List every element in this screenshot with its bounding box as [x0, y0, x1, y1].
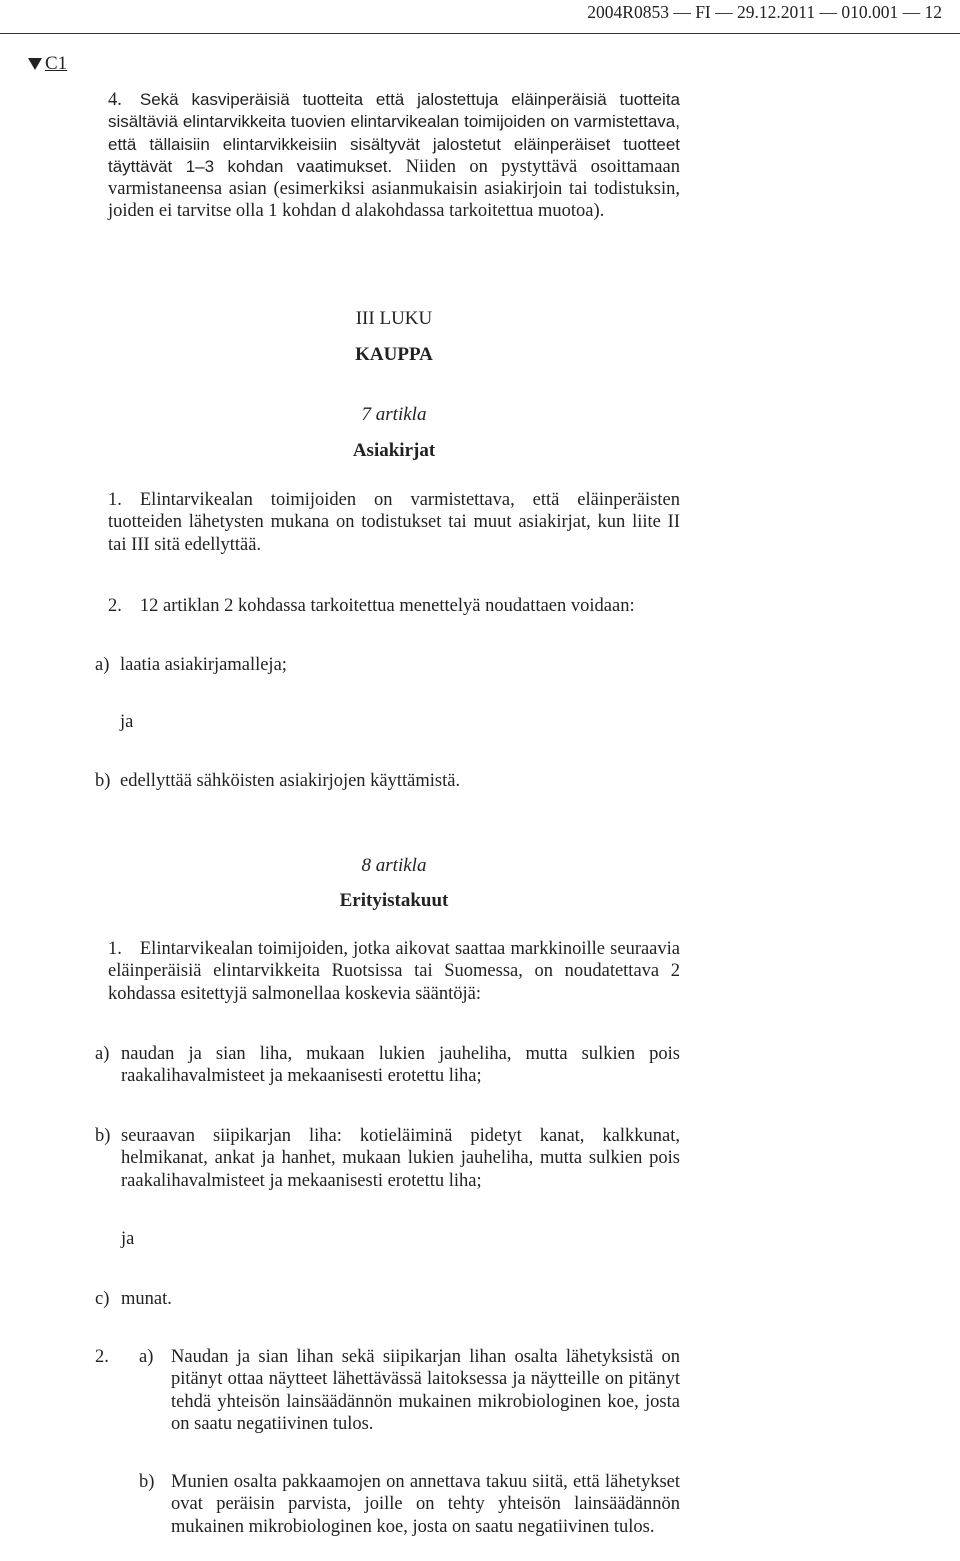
conjunction-ja: ja: [120, 712, 134, 732]
list-item-2a: Naudan ja sian lihan sekä siipikarjan lihan osalta lähetyksistä on pitänyt ottaa näytteet lähettävässä laitoksessa ja näytteille on pitänyt tehdä yhteisön lainsäädännön mukainen mikrobiologinen koe, josta on saatu negatiivinen tulos.: [171, 1347, 680, 1434]
list-item-b: edellyttää sähköisten asiakirjojen käyttämistä.: [120, 771, 461, 791]
paragraph-number: 1.: [108, 939, 122, 959]
item-label-2b: b): [139, 1472, 155, 1492]
header-divider: [0, 33, 960, 34]
chapter-title: KAUPPA: [355, 344, 433, 365]
list-item-c: munat.: [121, 1289, 172, 1309]
paragraph-text: Elintarvikealan toimijoiden, jotka aikovat saattaa markkinoille seuraavia eläinperäisiä elintarvikkeita Ruotsissa tai Suomessa, on noudatettava 2 kohdassa esitettyjä salmonellaa koskevia sääntöjä:: [108, 939, 680, 1004]
paragraph-text: 12 artiklan 2 kohdassa tarkoitettua menettelyä noudattaen voidaan:: [139, 596, 635, 616]
list-item-2b: Munien osalta pakkaamojen on annettava takuu siitä, että lähetykset ovat peräisin parvista, joille on tehty yhteisön lainsäädännön mukainen mikrobiologinen koe, josta on saatu negatiivinen tulos.: [171, 1472, 680, 1537]
paragraph-text: Elintarvikealan toimijoiden on varmistettava, että eläinperäisten tuotteiden lähetysten mukana on todistukset tai muut asiakirjat, kun liite II tai III sitä edellyttää.: [108, 490, 680, 555]
item-label-b: b): [95, 771, 111, 791]
item-label-a: a): [95, 655, 110, 675]
article-7-paragraph-2: [108, 595, 680, 617]
item-label-b: b): [95, 1126, 111, 1146]
paragraph-4: [108, 89, 680, 223]
list-item-a: laatia asiakirjamalleja;: [120, 655, 287, 675]
article-8-title: Erityistakuut: [339, 890, 449, 911]
conjunction-ja: ja: [121, 1229, 135, 1249]
item-label-a: a): [95, 1044, 110, 1064]
paragraph-text-part1: Sekä kasviperäisiä tuotteita että jalostettuja eläinperäisiä tuotteita sisältäviä elintarvikkeita tuovien elintarvikealan toimijoiden on varmistettava, että tällaisiin elintarvikkeisiin sisältyvät jalostetut eläinperäiset tuotteet täyttävät 1–3 kohdan vaatimukset.: [108, 90, 680, 176]
paragraph-number: 4.: [108, 90, 122, 110]
paragraph-number: 1.: [108, 490, 122, 510]
chapter-number: III LUKU: [355, 308, 433, 329]
triangle-down-icon: [28, 58, 42, 70]
document-reference-header: 2004R0853 — FI — 29.12.2011 — 010.001 — 12: [587, 2, 942, 22]
item-label-c: c): [95, 1289, 110, 1309]
item-label-2a: a): [139, 1347, 154, 1367]
list-item-a: naudan ja sian liha, mukaan lukien jauheliha, mutta sulkien pois raakalihavalmisteet ja mekaanisesti erotettu liha;: [121, 1044, 680, 1087]
amendment-marker: [28, 53, 67, 75]
paragraph-number: 2.: [108, 596, 122, 616]
article-7-title: Asiakirjat: [352, 440, 436, 461]
article-7-paragraph-1: [108, 489, 680, 556]
list-item-b: seuraavan siipikarjan liha: kotieläiminä pidetyt kanat, kalkkunat, helmikanat, ankat ja hanhet, mukaan lukien jauheliha, mutta sulkien pois raakalihavalmisteet ja mekaanisesti erotettu liha;: [121, 1126, 680, 1191]
article-7-number: 7 artikla: [361, 404, 427, 425]
amendment-label: C1: [45, 53, 68, 74]
article-8-paragraph-1: [108, 938, 680, 1005]
article-8-number: 8 artikla: [361, 855, 427, 876]
paragraph-text-part2: Niiden on pystyttävä osoittamaan varmistaneensa asian (esimerkiksi asianmukaisin asiakirjoin tai todistuksin, joiden ei tarvitse olla 1 kohdan d alakohdassa tarkoitettua muotoa).: [108, 156, 680, 222]
paragraph-number: 2.: [95, 1347, 109, 1367]
